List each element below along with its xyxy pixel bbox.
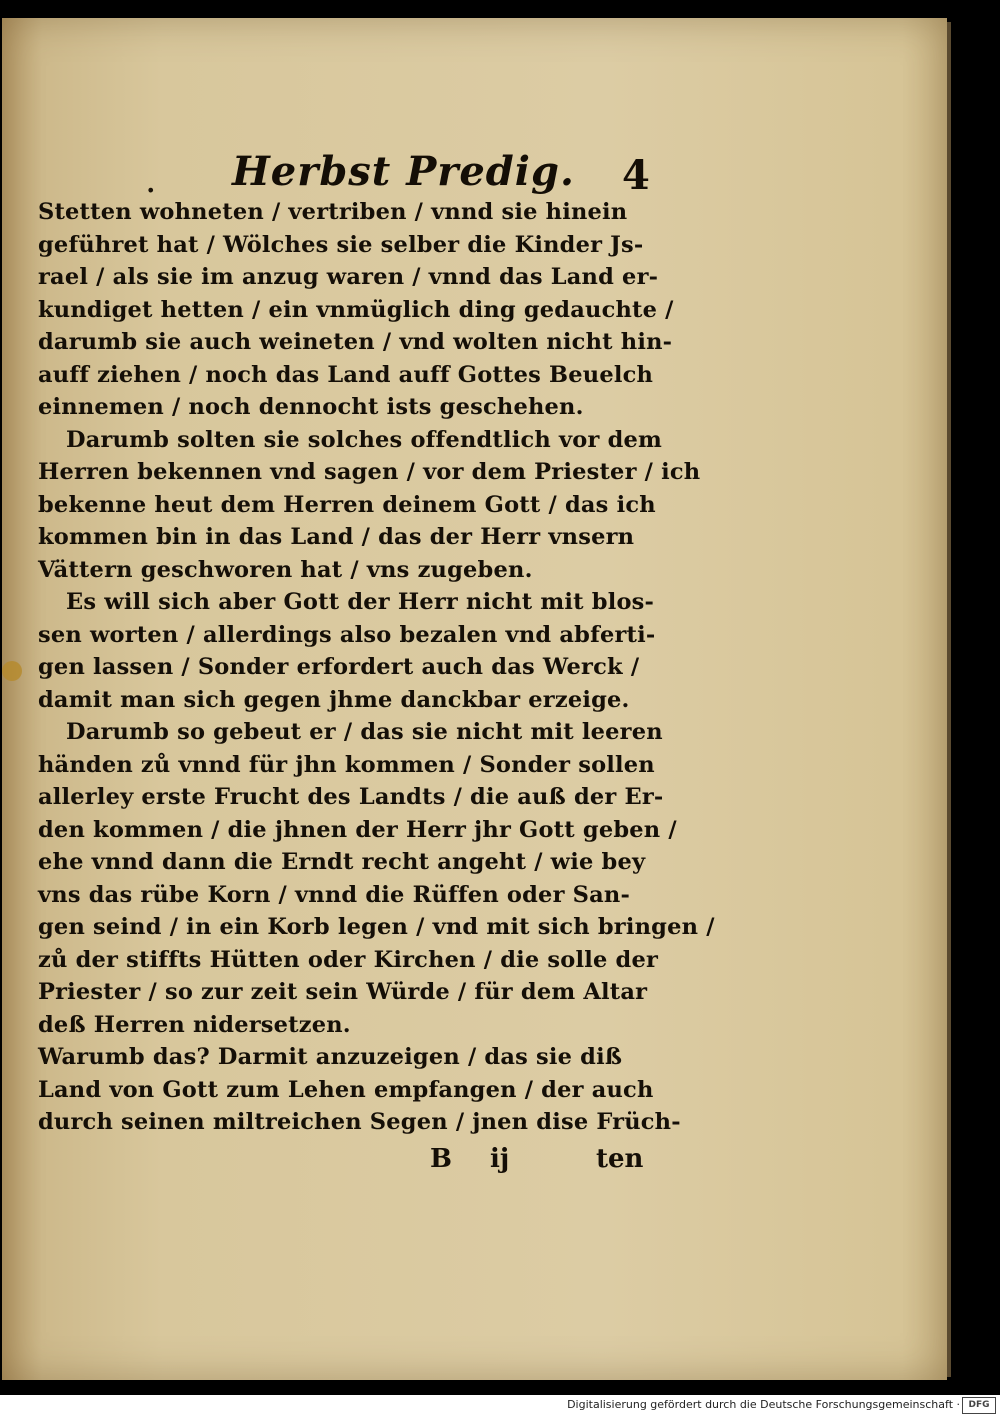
header-dot: .: [145, 160, 157, 201]
body-text: [38, 196, 715, 1139]
page-number: 4: [622, 152, 650, 199]
text-line: ehe vnnd dann die Erndt recht angeht / wie bey: [38, 849, 646, 875]
signature-mark: B: [430, 1144, 452, 1174]
text-line: durch seinen miltreichen Segen / jnen dise Früch-: [38, 1109, 681, 1135]
text-line: geführet hat / Wölches sie selber die Kinder Js-: [38, 231, 644, 258]
text-line: gen lassen / Sonder erfordert auch das Werck /: [38, 654, 640, 680]
text-line: sen worten / allerdings also bezalen vnd abferti-: [38, 621, 656, 648]
text-line: rael / als sie im anzug waren / vnnd das Land er-: [38, 264, 659, 290]
text-line: Es will sich aber Gott der Herr nicht mit blos-: [66, 589, 655, 615]
text-line: kommen bin in das Land / das der Herr vnsern: [38, 524, 635, 550]
text-line: allerley erste Frucht des Landts / die auß der Er-: [38, 784, 664, 810]
text-line: Vättern geschworen hat / vns zugeben.: [38, 556, 533, 583]
text-line: Priester / so zur zeit sein Würde / für dem Altar: [38, 979, 648, 1005]
text-line: deß Herren nidersetzen.: [38, 1011, 351, 1038]
signature-number: ij: [490, 1144, 510, 1174]
text-line: darumb sie auch weineten / vnd wolten nicht hin-: [38, 329, 673, 355]
text-line: einnemen / noch dennocht ists geschehen.: [38, 394, 584, 420]
text-line: Land von Gott zum Lehen empfangen / der auch: [38, 1076, 654, 1103]
text-line: bekenne heut dem Herren deinem Gott / das ich: [38, 491, 656, 518]
text-line: händen zů vnnd für jhn kommen / Sonder sollen: [38, 751, 655, 778]
page-pointer-mark: [2, 661, 22, 681]
book-page: [2, 18, 947, 1380]
text-line: Darumb so gebeut er / das sie nicht mit leeren: [66, 719, 663, 745]
text-line: Stetten wohneten / vertriben / vnnd sie hinein: [38, 199, 628, 225]
text-line: Herren bekennen vnd sagen / vor dem Priester / ich: [38, 459, 701, 485]
text-line: auff ziehen / noch das Land auff Gottes Beuelch: [38, 361, 654, 388]
text-line: den kommen / die jhnen der Herr jhr Gott geben /: [38, 816, 677, 843]
text-line: damit man sich gegen jhme danckbar erzeige.: [38, 686, 630, 713]
text-line: gen seind / in ein Korb legen / vnd mit sich bringen /: [38, 914, 715, 940]
text-line: Darumb solten sie solches offendtlich vor dem: [66, 426, 663, 453]
footer-bar: [0, 1395, 1000, 1415]
text-line: zů der stiffts Hütten oder Kirchen / die solle der: [38, 946, 659, 973]
footer-credit: Digitalisierung gefördert durch die Deutsche Forschungsgemeinschaft ·: [567, 1398, 960, 1411]
text-line: kundiget hetten / ein vnmüglich ding gedauchte /: [38, 296, 674, 323]
running-title: Herbst Predig.: [232, 148, 575, 195]
text-line: Warumb das? Darmit anzuzeigen / das sie diß: [38, 1044, 623, 1070]
dfg-logo: DFG: [962, 1397, 996, 1414]
page-edge: [947, 22, 951, 1377]
text-line: vns das rübe Korn / vnnd die Rüffen oder San-: [38, 881, 630, 908]
catchword: ten: [596, 1144, 644, 1174]
